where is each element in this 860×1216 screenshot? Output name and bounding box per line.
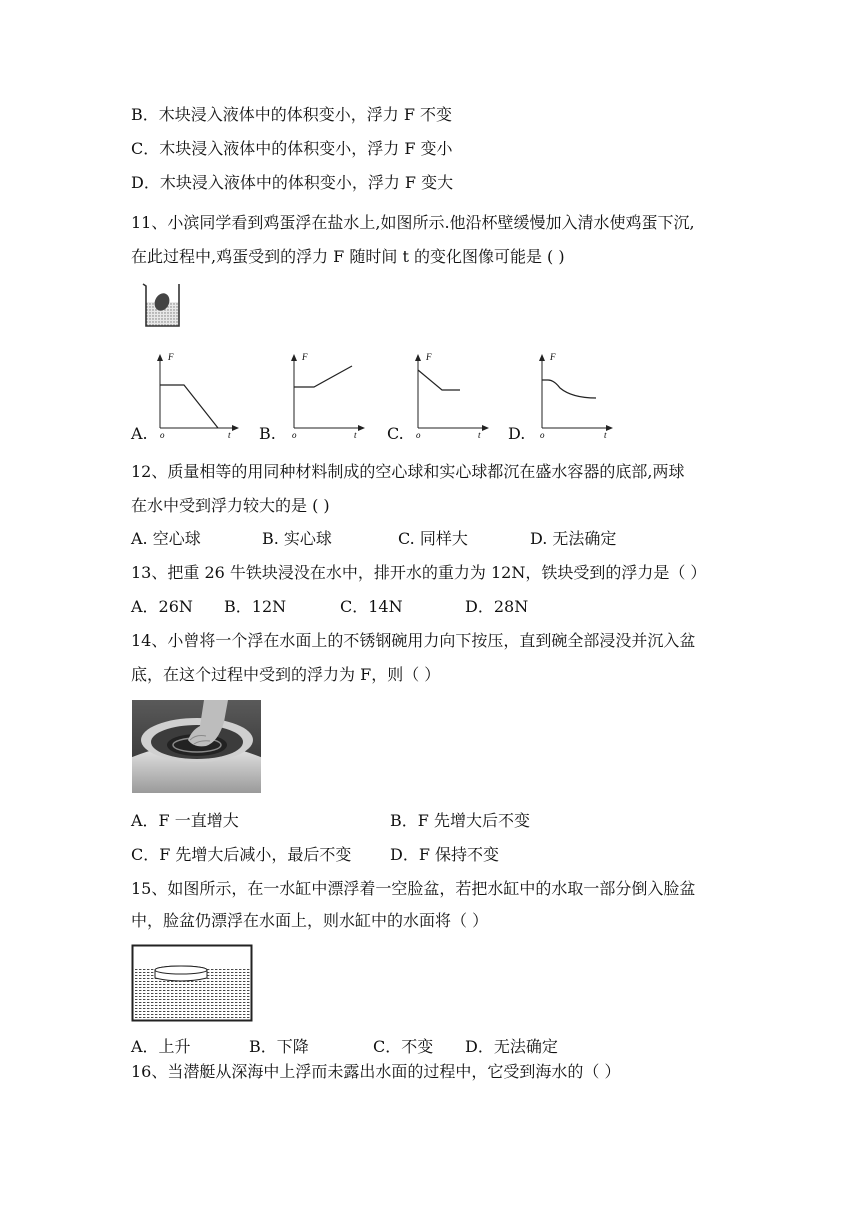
graph-c [412, 350, 492, 440]
graph-c-origin: o [416, 430, 421, 440]
q15-option-c: C．不变 [373, 1037, 434, 1056]
graph-a-x-label: t [228, 430, 231, 440]
graph-a-origin: o [160, 430, 165, 440]
q14-stem-line2: 底，在这个过程中受到的浮力为 F，则（ ） [131, 665, 441, 684]
q15-option-b: B．下降 [249, 1037, 309, 1056]
graph-d [536, 350, 616, 440]
graph-d-origin: o [540, 430, 545, 440]
graph-d-y-label: F [550, 352, 556, 362]
q13-option-a: A．26N [131, 597, 193, 616]
q14-option-c: C．F 先增大后减小，最后不变 [131, 845, 352, 864]
q15-stem-line2: 中，脸盆仍漂浮在水面上，则水缸中的水面将（ ） [131, 911, 489, 930]
graph-a [154, 350, 244, 440]
graph-b-x-label: t [354, 430, 357, 440]
q12-stem-line2: 在水中受到浮力较大的是 ( ) [131, 496, 330, 515]
water-tank-figure [131, 944, 253, 1022]
q12-stem-line1: 12、质量相等的用同种材料制成的空心球和实心球都沉在盛水容器的底部,两球 [131, 462, 685, 481]
graph-label-d: D. [508, 424, 526, 443]
q13-option-d: D．28N [465, 597, 529, 616]
q12-option-d: D. 无法确定 [530, 529, 617, 548]
graph-a-y-label: F [168, 352, 174, 362]
q12-option-a: A. 空心球 [131, 529, 201, 548]
q16-stem: 16、当潜艇从深海中上浮而未露出水面的过程中，它受到海水的（ ） [131, 1062, 621, 1081]
graph-c-x-label: t [478, 430, 481, 440]
q15-option-d: D．无法确定 [465, 1037, 558, 1056]
q11-stem-line1: 11、小滨同学看到鸡蛋浮在盐水上,如图所示.他沿杯壁缓慢加入清水使鸡蛋下沉, [131, 213, 695, 232]
graph-c-y-label: F [426, 352, 432, 362]
graph-label-a: A. [131, 424, 148, 443]
q15-stem-line1: 15、如图所示，在一水缸中漂浮着一空脸盆，若把水缸中的水取一部分倒入脸盆 [131, 879, 696, 898]
q14-option-a: A．F 一直增大 [131, 811, 239, 830]
graph-d-x-label: t [604, 430, 607, 440]
q14-stem-line1: 14、小曾将一个浮在水面上的不锈钢碗用力向下按压，直到碗全部浸没并沉入盆 [131, 631, 696, 650]
q13-option-c: C．14N [340, 597, 403, 616]
q13-option-b: B．12N [224, 597, 287, 616]
graph-label-b: B. [259, 424, 276, 443]
q12-option-c: C. 同样大 [398, 529, 468, 548]
q12-option-b: B. 实心球 [262, 529, 332, 548]
q11-stem-line2: 在此过程中,鸡蛋受到的浮力 F 随时间 t 的变化图像可能是 ( ) [131, 247, 565, 266]
graph-b-y-label: F [302, 352, 308, 362]
graph-b-origin: o [292, 430, 297, 440]
q15-option-a: A．上升 [131, 1037, 191, 1056]
q14-option-d: D．F 保持不变 [390, 845, 500, 864]
q13-stem: 13、把重 26 牛铁块浸没在水中，排开水的重力为 12N，铁块受到的浮力是（ ） [131, 563, 707, 582]
graph-label-c: C. [387, 424, 404, 443]
q10-option-c: C．木块浸入液体中的体积变小，浮力 F 变小 [131, 139, 453, 158]
graph-b [288, 350, 368, 440]
beaker-egg-figure [140, 282, 186, 330]
q10-option-d: D．木块浸入液体中的体积变小，浮力 F 变大 [131, 173, 454, 192]
bowl-basin-photo [132, 700, 261, 793]
q10-option-b: B．木块浸入液体中的体积变小，浮力 F 不变 [131, 105, 453, 124]
q14-option-b: B．F 先增大后不变 [390, 811, 530, 830]
